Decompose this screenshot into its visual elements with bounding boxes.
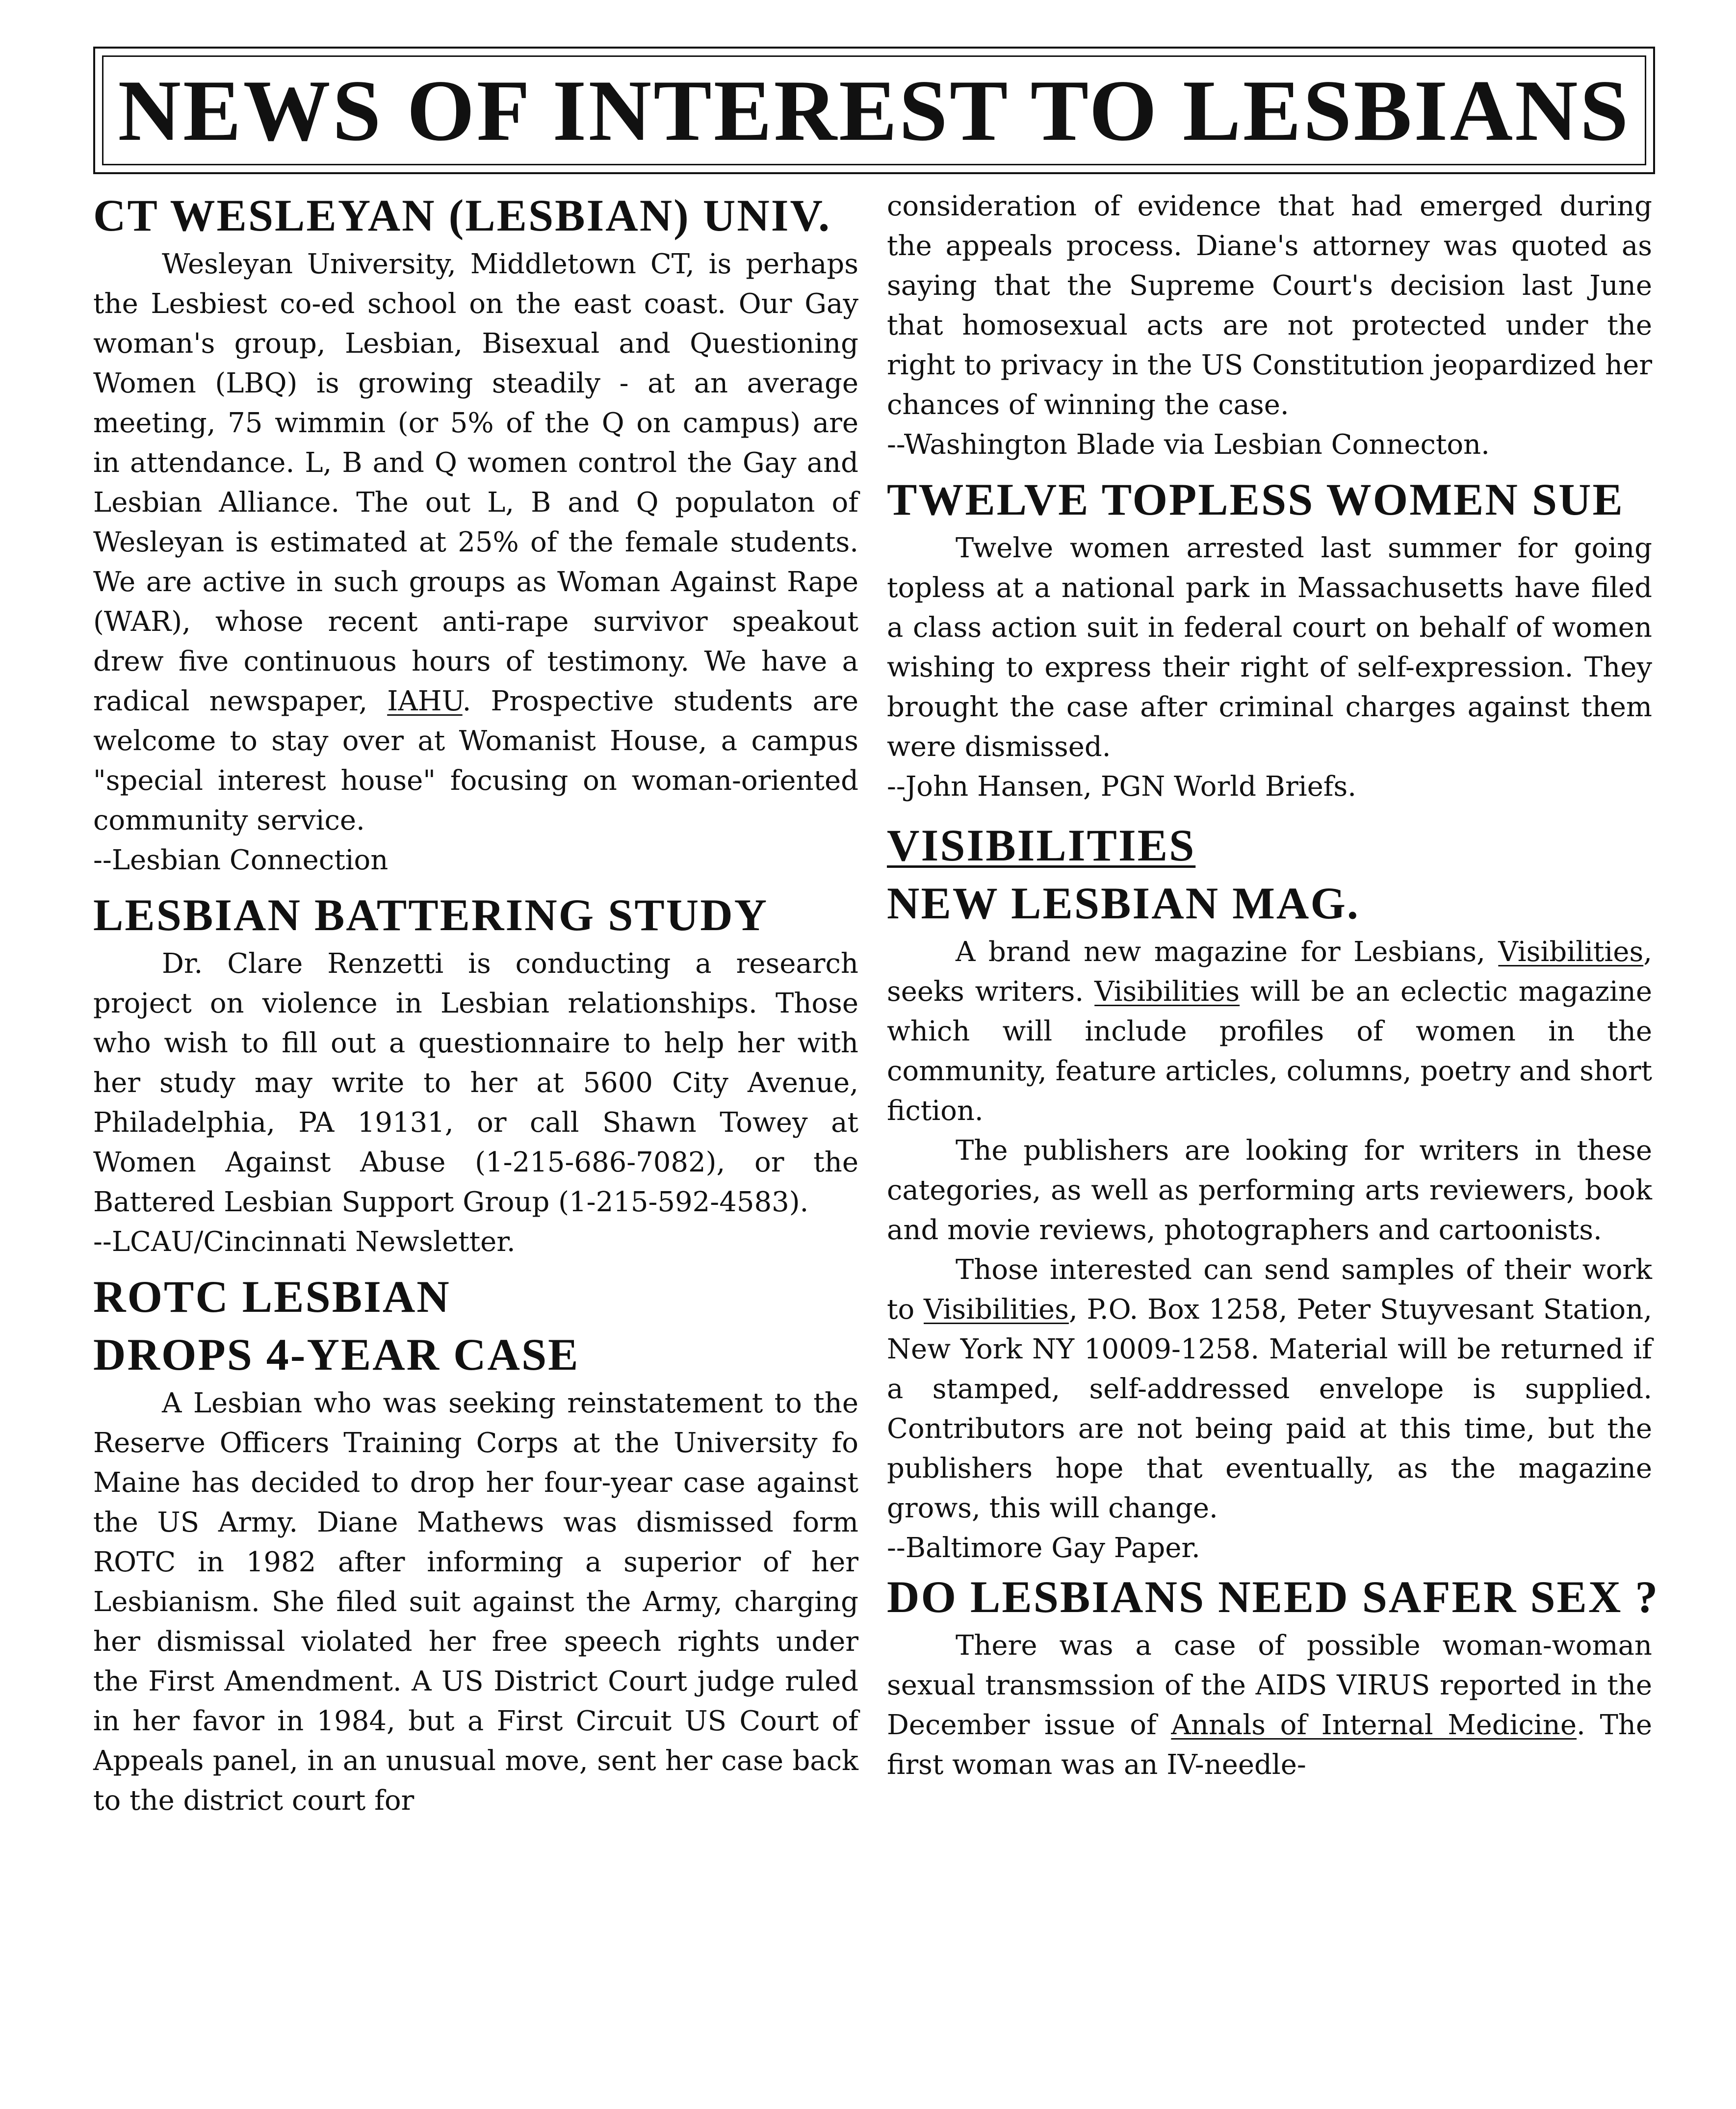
visibilities-kicker: VISIBILITIES: [887, 820, 1196, 870]
safer-sex-body-text-a: There was a case of possible woman-woman sexual transmssion of the AIDS VIRUS reported in the December issue of: [887, 1630, 1652, 1741]
masthead-inner-frame: [102, 55, 1646, 165]
visibilities-p3-text-b: , P.O. Box 1258, Peter Stuyvesant Station, New York NY 10009-1258. Material will be returned if a stamped, self-addressed envelope is supplied. Contributors are not being paid at this time, but the publishers hope that eventually, as the magazine grows, this will change.: [887, 1294, 1652, 1524]
right-column: [887, 186, 1659, 1785]
rotc-body-continued: consideration of evidence that had emerged during the appeals process. Diane's attorney was quoted as saying that the Supreme Court's decision last June that homosexual acts are not protected under the right to privacy in the US Constitution jeopardized her chances of winning the case.: [887, 190, 1652, 421]
left-column: [93, 186, 858, 1821]
masthead-title: NEWS OF INTEREST TO LESBIANS: [118, 62, 1631, 159]
visibilities-paragraph-1: [887, 932, 1652, 1131]
visibilities-headline: NEW LESBIAN MAG.: [887, 878, 1360, 928]
visibilities-magazine-title: Visibilities: [1498, 936, 1644, 968]
battering-source: --LCAU/Cincinnati Newsletter.: [93, 1226, 516, 1258]
rotc-body: A Lesbian who was seeking reinstatement to the Reserve Officers Training Corps at the University fo Maine has decided to drop her four-year case against the US Army. Diane Mathews was dismissed form ROTC in 1982 after informing a superior of her Lesbianism. She filed suit against the Army, charging her dismissal violated her free speech rights under the First Amendment. A US District Court judge ruled in her favor in 1984, but a First Circuit US Court of Appeals panel, in an unusual move, sent her case back to the district court for: [93, 1387, 858, 1817]
safer-sex-journal-title: Annals of Internal Medicine: [1171, 1709, 1577, 1741]
wesleyan-body: [93, 244, 858, 840]
wesleyan-body-text-2: . Prospective students are welcome to stay over at Womanist House, a campus "special interest house" focusing on woman-oriented community service.: [93, 685, 858, 836]
topless-headline: TWELVE TOPLESS WOMEN SUE: [887, 474, 1624, 524]
visibilities-p1-text-a: A brand new magazine for Lesbians,: [956, 936, 1499, 968]
visibilities-p1-text-c: will be an eclectic magazine which will include profiles of women in the community, feature articles, columns, poetry and short fiction.: [887, 976, 1652, 1127]
rotc-headline-line-1: ROTC LESBIAN: [93, 1272, 451, 1322]
safer-sex-body-text-b: . The first woman was an IV-needle-: [887, 1709, 1653, 1781]
rotc-source: --Washington Blade via Lesbian Connecton.: [887, 429, 1490, 461]
wesleyan-source: --Lesbian Connection: [93, 844, 389, 876]
rotc-headline-line-2: DROPS 4-YEAR CASE: [93, 1329, 580, 1380]
visibilities-magazine-title: Visibilities: [924, 1294, 1069, 1326]
wesleyan-newspaper-title: IAHU: [387, 685, 463, 717]
visibilities-paragraph-3: [887, 1250, 1652, 1528]
safer-sex-body: [887, 1626, 1652, 1785]
visibilities-p3-text-a: Those interested can send samples of their work to: [887, 1254, 1652, 1326]
visibilities-source: --Baltimore Gay Paper.: [887, 1532, 1200, 1564]
battering-body: Dr. Clare Renzetti is conducting a research project on violence in Lesbian relationships. Those who wish to fill out a questionnaire to help her with her study may write to her at 5600 City Avenue, Philadelphia, PA 19131, or call Shawn Towey at Women Against Abuse (1-215-686-7082), or the Battered Lesbian Support Group (1-215-592-4583).: [93, 948, 858, 1218]
masthead-frame: [93, 47, 1655, 174]
battering-headline: LESBIAN BATTERING STUDY: [93, 890, 769, 940]
visibilities-magazine-title: Visibilities: [1094, 976, 1240, 1008]
wesleyan-body-text-1: Wesleyan University, Middletown CT, is perhaps the Lesbiest co-ed school on the east coast. Our Gay woman's group, Lesbian, Bisexual and Questioning Women (LBQ) is growing steadily - at an average meeting, 75 wimmin (or 5% of the Q on campus) are in attendance. L, B and Q women control the Gay and Lesbian Alliance. The out L, B and Q populaton of Wesleyan is estimated at 25% of the female students. We are active in such groups as Woman Against Rape (WAR), whose recent anti-rape survivor speakout drew five continuous hours of testimony. We have a radical newspaper,: [93, 248, 858, 717]
topless-source: --John Hansen, PGN World Briefs.: [887, 771, 1357, 803]
visibilities-p1-text-b: , seeks writers.: [887, 936, 1652, 1008]
visibilities-paragraph-2: The publishers are looking for writers in these categories, as well as performing arts reviewers, book and movie reviews, photographers and cartoonists.: [887, 1135, 1652, 1246]
safer-sex-headline: DO LESBIANS NEED SAFER SEX ?: [887, 1572, 1659, 1622]
wesleyan-headline: CT WESLEYAN (LESBIAN) UNIV.: [93, 190, 831, 240]
topless-body: Twelve women arrested last summer for going topless at a national park in Massachusetts have filed a class action suit in federal court on behalf of women wishing to express their right of self-expression. They brought the case after criminal charges against them were dismissed.: [887, 532, 1652, 763]
